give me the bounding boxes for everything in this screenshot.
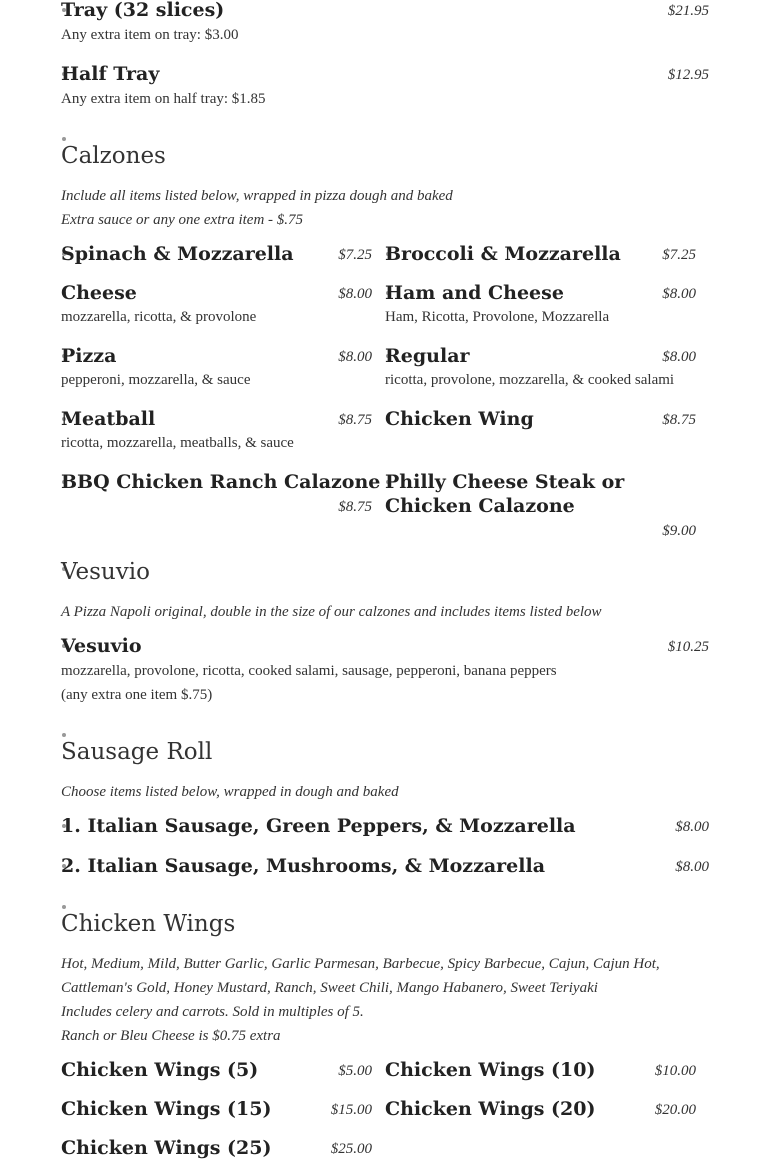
- item-price: $8.75: [662, 412, 696, 428]
- item-description: Any extra item on half tray: $1.85: [61, 91, 266, 107]
- item-price: $21.95: [667, 3, 709, 19]
- item-description: pepperoni, mozzarella, & sauce: [61, 372, 251, 388]
- item-name: Vesuvio: [61, 635, 142, 657]
- item-price: $7.25: [338, 247, 372, 263]
- item-price: $8.00: [675, 819, 709, 835]
- item-price: $8.00: [662, 286, 696, 302]
- item-name: Spinach & Mozzarella: [61, 243, 294, 265]
- item-price: $8.75: [338, 412, 372, 428]
- item-description: Ham, Ricotta, Provolone, Mozzarella: [385, 309, 610, 325]
- item-name: Chicken Wing: [385, 408, 534, 430]
- item-description: ricotta, provolone, mozzarella, & cooked salami: [385, 372, 675, 388]
- item-price: $7.25: [662, 247, 696, 263]
- item-name: Chicken Wings (10): [385, 1059, 596, 1081]
- section-title: Vesuvio: [61, 559, 150, 585]
- item-name: Broccoli & Mozzarella: [385, 243, 621, 265]
- item-name: Cheese: [61, 282, 137, 304]
- item-name: Chicken Wings (25): [61, 1137, 272, 1159]
- section-title: Calzones: [61, 143, 166, 169]
- item-price: $5.00: [338, 1063, 372, 1079]
- item-description: (any extra one item $.75): [61, 687, 213, 703]
- item-name: Philly Cheese Steak or Chicken Calazone: [385, 471, 625, 517]
- item-name: Chicken Wings (20): [385, 1098, 596, 1120]
- item-price: $8.00: [662, 349, 696, 365]
- item-price: $12.95: [667, 67, 709, 83]
- section-note: Cattleman's Gold, Honey Mustard, Ranch, Sweet Chili, Mango Habanero, Sweet Teriyaki: [61, 980, 598, 996]
- item-name: Chicken Wings (15): [61, 1098, 272, 1120]
- item-name: Pizza: [61, 345, 117, 367]
- section-title: Sausage Roll: [61, 739, 213, 765]
- section-title: Chicken Wings: [61, 911, 236, 937]
- item-description: mozzarella, provolone, ricotta, cooked salami, sausage, pepperoni, banana peppers: [61, 663, 557, 679]
- item-price: $25.00: [330, 1141, 372, 1157]
- item-name: Ham and Cheese: [385, 282, 564, 304]
- item-price: $20.00: [654, 1102, 696, 1118]
- section-note: Includes celery and carrots. Sold in multiples of 5.: [61, 1004, 364, 1020]
- item-name: Half Tray: [61, 63, 160, 85]
- item-price: $10.00: [654, 1063, 696, 1079]
- item-name: 2. Italian Sausage, Mushrooms, & Mozzarella: [61, 855, 546, 877]
- item-description: Any extra item on tray: $3.00: [61, 27, 239, 43]
- item-price: $8.75: [338, 499, 372, 515]
- section-note: Choose items listed below, wrapped in dough and baked: [61, 784, 399, 800]
- item-price: $10.25: [667, 639, 709, 655]
- section-note: A Pizza Napoli original, double in the size of our calzones and includes items listed below: [61, 604, 602, 620]
- item-name: Meatball: [61, 408, 156, 430]
- section-note: Include all items listed below, wrapped in pizza dough and baked: [61, 188, 453, 204]
- item-description: mozzarella, ricotta, & provolone: [61, 309, 257, 325]
- item-price: $8.00: [675, 859, 709, 875]
- item-name: Regular: [385, 345, 470, 367]
- item-name: Chicken Wings (5): [61, 1059, 259, 1081]
- item-name: BBQ Chicken Ranch Calazone: [61, 471, 381, 493]
- item-price: $8.00: [338, 286, 372, 302]
- item-name: 1. Italian Sausage, Green Peppers, & Mozzarella: [61, 815, 576, 837]
- item-price: $15.00: [330, 1102, 372, 1118]
- section-note: Extra sauce or any one extra item - $.75: [61, 212, 304, 228]
- item-description: ricotta, mozzarella, meatballs, & sauce: [61, 435, 294, 451]
- item-price: $8.00: [338, 349, 372, 365]
- section-note: Ranch or Bleu Cheese is $0.75 extra: [61, 1028, 281, 1044]
- section-note: Hot, Medium, Mild, Butter Garlic, Garlic Parmesan, Barbecue, Spicy Barbecue, Cajun, Cajun Hot,: [61, 956, 660, 972]
- item-price: $9.00: [662, 523, 696, 539]
- item-name: Tray (32 slices): [61, 0, 225, 21]
